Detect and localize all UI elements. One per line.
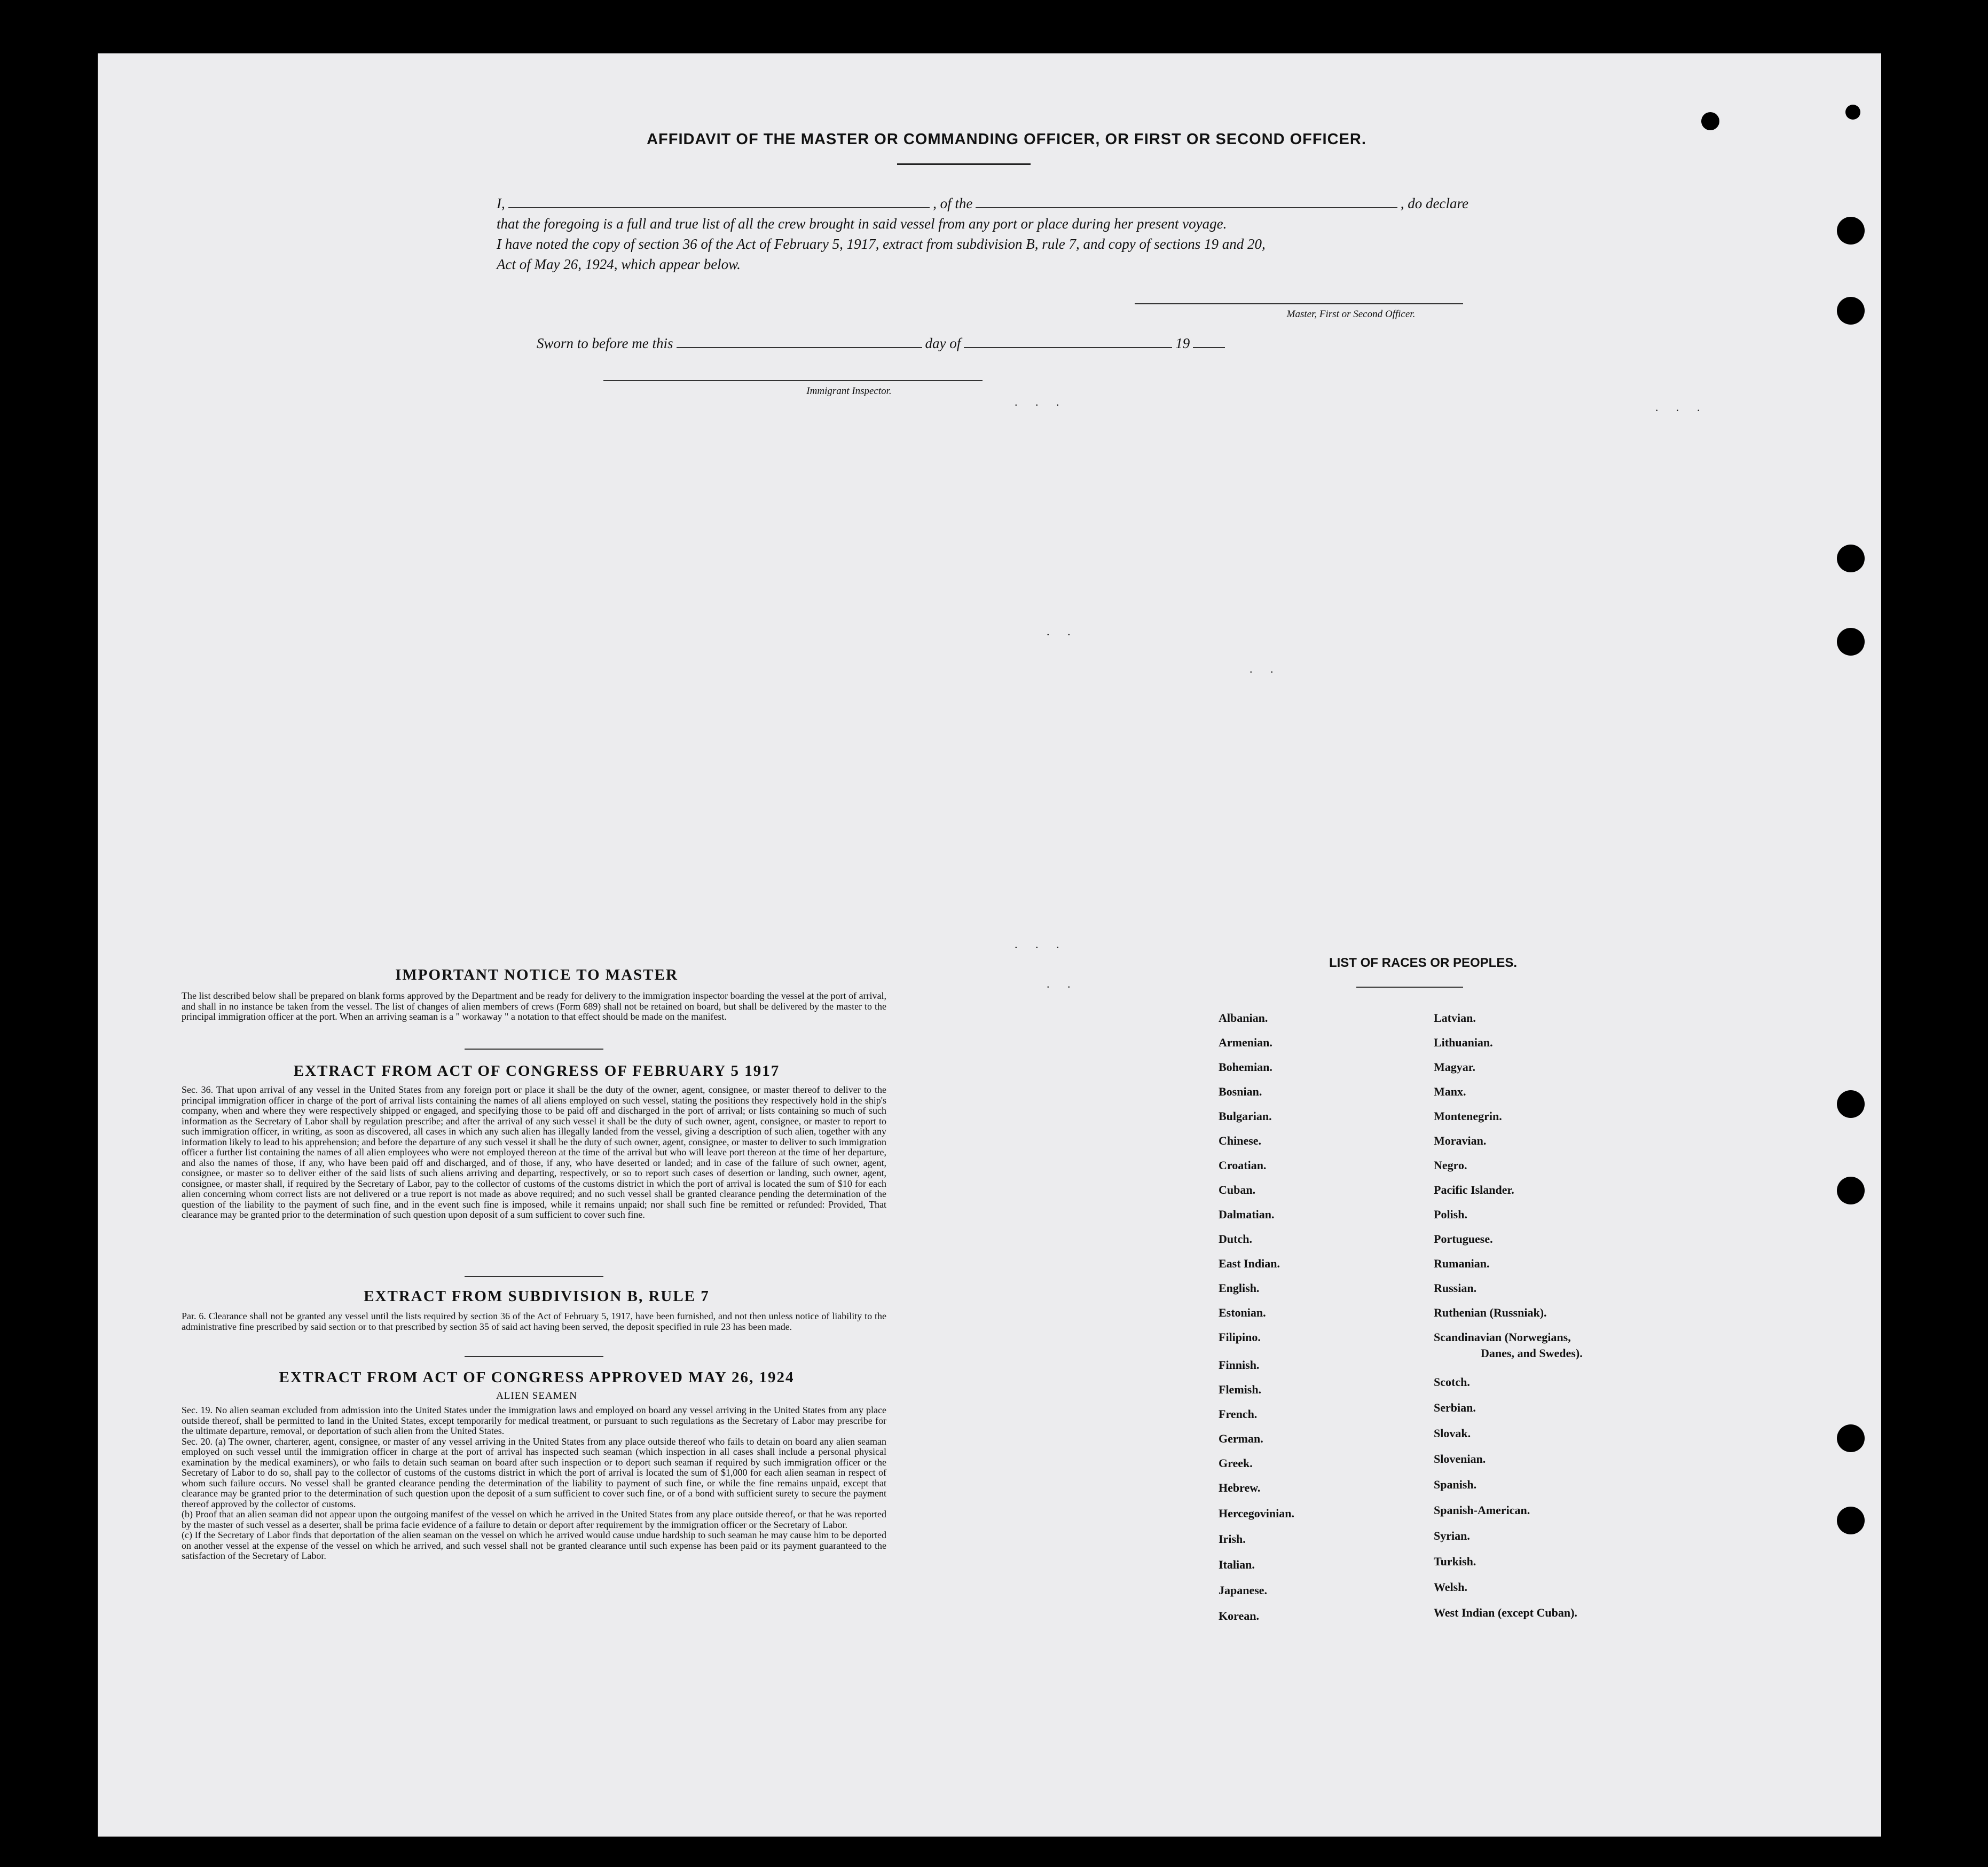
race-item: Italian. <box>1219 1558 1255 1571</box>
race-item: Portuguese. <box>1434 1232 1493 1246</box>
affidavit-title: AFFIDAVIT OF THE MASTER OR COMMANDING OFFICER, OR FIRST OR SECOND OFFICER. <box>647 131 1366 148</box>
race-item: Serbian. <box>1434 1401 1476 1414</box>
sec-19-paragraph: Sec. 19. No alien seaman excluded from admission into the United States under the immigration laws and employed on board any vessel arriving in the United States from any place outside thereof, shall be permitted to land in the United States, except temporarily for medical treatment, or pursuant to such regulations as the Secretary of Labor may prescribe for the ultimate departure, removal, or deportation of such alien from the United States. <box>182 1405 886 1436</box>
officer-signature-line[interactable] <box>1135 303 1463 304</box>
race-item: Spanish. <box>1434 1478 1477 1491</box>
affidavit-declaration <box>497 193 1468 274</box>
officer-signature-caption: Master, First or Second Officer. <box>1286 309 1416 320</box>
race-item: Irish. <box>1219 1532 1246 1546</box>
race-item: Slovenian. <box>1434 1452 1486 1466</box>
extract-rule7-title: EXTRACT FROM SUBDIVISION B, RULE 7 <box>364 1288 710 1305</box>
sec-20c-paragraph: (c) If the Secretary of Labor finds that deportation of the alien seaman on the vessel on which he arrived would cause undue hardship to such seaman he may cause him to be deported on another vessel at the expense of the vessel on which he arrived, and such vessel shall not be granted clearance until such expense has been paid or its payment guaranteed to the satisfaction of the Secretary of Labor. <box>182 1530 886 1561</box>
race-item: Croatian. <box>1219 1159 1267 1172</box>
punch-hole <box>1837 628 1865 656</box>
sec-20b-paragraph: (b) Proof that an alien seaman did not appear upon the outgoing manifest of the vessel on which he arrived in the United States from any place outside thereof, or that he was reported by the master of such vessel as a deserter, shall be prima facie evidence of a failure to detain or deport after requirement by the immigration officer or the Secretary of Labor. <box>182 1509 886 1530</box>
race-item: Bohemian. <box>1219 1060 1272 1074</box>
name-blank[interactable] <box>508 195 930 208</box>
notice-paragraph: The list described below shall be prepared on blank forms approved by the Department and be ready for delivery to the immigration inspector boarding the vessel at the port of arrival, and shall in no instance be taken from the vessel. The list of changes of alien members of crews (Form 689) shall not be retained on board, but shall be delivered by the master to the principal immigration officer at the port. When an arriving seaman is a " workaway " a notation to that effect should be made on the manifest. <box>182 990 886 1022</box>
sworn-day-blank[interactable] <box>677 335 922 348</box>
sworn-year: 19 <box>1175 335 1190 351</box>
scan-specks: . . <box>1047 625 1078 638</box>
notice-text <box>182 991 886 1022</box>
punch-hole <box>1837 1507 1865 1534</box>
punch-hole <box>1701 112 1719 130</box>
race-item: German. <box>1219 1432 1263 1445</box>
sec-20a-paragraph: Sec. 20. (a) The owner, charterer, agent, consignee, or master of any vessel arriving in the United States from any place outside thereof who fails to detain on board any alien seaman employed on such vessel until the immigration officer in charge at the port of arrival has inspected such seaman (which inspection in all cases shall include a personal physical examination by the medical examiners), or who fails to detain such seaman on board after such inspection or to deport such seaman if required by such immigration officer or the Secretary of Labor to do so, shall pay to the collector of customs of the customs district in which the port of arrival is located the sum of $1,000 for each alien seaman in respect of whom such failure occurs. No vessel shall be granted clearance pending the determination of the liability to payment of such fine, or while the fine remains unpaid, except that clearance may be granted prior to the determination of such question upon the deposit of a sum sufficient to cover such fine, or of a bond with sufficient surety to secure the payment thereof approved by the collector of customs. <box>182 1436 886 1509</box>
declaration-mid: , of the <box>933 195 973 211</box>
extract-1924-title: EXTRACT FROM ACT OF CONGRESS APPROVED MAY 26, 1924 <box>279 1369 795 1386</box>
race-item: Lithuanian. <box>1434 1036 1493 1049</box>
punch-hole <box>1837 297 1865 325</box>
race-item: Hercegovinian. <box>1219 1507 1294 1520</box>
declaration-end: , do declare <box>1400 195 1468 211</box>
inspector-signature-line[interactable] <box>603 380 983 381</box>
extract-rule7-text <box>182 1311 886 1332</box>
sworn-year-blank[interactable] <box>1193 335 1225 348</box>
declaration-line-4: Act of May 26, 1924, which appear below. <box>497 256 741 272</box>
race-item: Hebrew. <box>1219 1481 1261 1494</box>
section-divider <box>465 1049 603 1050</box>
inspector-caption: Immigrant Inspector. <box>806 385 892 397</box>
extract-1917-title: EXTRACT FROM ACT OF CONGRESS OF FEBRUARY 5 1917 <box>293 1062 780 1080</box>
race-item: Pacific Islander. <box>1434 1183 1514 1196</box>
race-item: Spanish-American. <box>1434 1503 1530 1517</box>
sworn-line <box>537 335 1284 352</box>
race-item: Albanian. <box>1219 1011 1268 1025</box>
race-item: Danes, and Swedes). <box>1481 1346 1583 1360</box>
race-item: Polish. <box>1434 1208 1467 1221</box>
race-item: Flemish. <box>1219 1383 1262 1396</box>
race-item: Armenian. <box>1219 1036 1272 1049</box>
race-item: English. <box>1219 1281 1260 1295</box>
race-item: Bosnian. <box>1219 1085 1262 1098</box>
declaration-start: I, <box>497 195 505 211</box>
race-item: Moravian. <box>1434 1134 1487 1147</box>
race-item: Welsh. <box>1434 1580 1467 1594</box>
race-item: Ruthenian (Russniak). <box>1434 1306 1547 1319</box>
race-item: Scotch. <box>1434 1375 1470 1389</box>
declaration-line-3: I have noted the copy of section 36 of the Act of February 5, 1917, extract from subdivision B, rule 7, and copy of sections 19 and 20, <box>497 236 1266 252</box>
race-item: French. <box>1219 1407 1258 1421</box>
race-item: Russian. <box>1434 1281 1477 1295</box>
race-item: Estonian. <box>1219 1306 1266 1319</box>
extract-1924-text <box>182 1405 886 1562</box>
race-item: Magyar. <box>1434 1060 1476 1074</box>
race-item: Chinese. <box>1219 1134 1262 1147</box>
race-item: Montenegrin. <box>1434 1109 1502 1123</box>
punch-hole <box>1837 1424 1865 1452</box>
punch-hole <box>1837 217 1865 245</box>
race-item: Finnish. <box>1219 1358 1260 1372</box>
race-item: Scandinavian (Norwegians, <box>1434 1330 1571 1344</box>
declaration-line-2: that the foregoing is a full and true list of all the crew brought in said vessel from any port or place during her present voyage. <box>497 216 1227 232</box>
sworn-month-blank[interactable] <box>964 335 1172 348</box>
scan-specks: . . <box>1250 662 1281 675</box>
notice-title: IMPORTANT NOTICE TO MASTER <box>395 966 678 983</box>
scan-specks: . . <box>1047 977 1078 990</box>
race-item: Filipino. <box>1219 1330 1261 1344</box>
race-item: Cuban. <box>1219 1183 1256 1196</box>
race-item: Greek. <box>1219 1456 1253 1470</box>
race-item: Syrian. <box>1434 1529 1470 1542</box>
title-underline <box>897 163 1031 165</box>
races-title: LIST OF RACES OR PEOPLES. <box>1329 956 1518 970</box>
race-item: Negro. <box>1434 1159 1467 1172</box>
document-page <box>98 53 1881 1837</box>
races-title-underline <box>1356 987 1463 988</box>
scan-specks: . . . <box>1015 938 1067 951</box>
race-item: East Indian. <box>1219 1257 1280 1270</box>
alien-seamen-subtitle: ALIEN SEAMEN <box>496 1390 577 1401</box>
section-divider <box>465 1356 603 1357</box>
section-divider <box>465 1276 603 1277</box>
race-item: Dutch. <box>1219 1232 1252 1246</box>
race-item: Rumanian. <box>1434 1257 1490 1270</box>
punch-hole <box>1837 545 1865 572</box>
punch-hole <box>1837 1177 1865 1204</box>
extract-1917-text <box>182 1085 886 1220</box>
scan-specks: . . . <box>1015 395 1067 408</box>
race-item: Japanese. <box>1219 1584 1268 1597</box>
punch-hole <box>1845 105 1860 120</box>
vessel-blank[interactable] <box>976 195 1397 208</box>
race-item: Korean. <box>1219 1609 1259 1622</box>
race-item: Latvian. <box>1434 1011 1476 1025</box>
race-item: Turkish. <box>1434 1555 1476 1568</box>
race-item: Manx. <box>1434 1085 1466 1098</box>
race-item: Bulgarian. <box>1219 1109 1272 1123</box>
par-6-paragraph: Par. 6. Clearance shall not be granted any vessel until the lists required by section 36 of the Act of February 5, 1917, have been furnished, and not then unless notice of liability to the administrative fine prescribed by said section or to that prescribed by section 35 of said act having been served, the deposit specified in rule 23 has been made. <box>182 1311 886 1332</box>
sec-36-paragraph: Sec. 36. That upon arrival of any vessel in the United States from any foreign port or place it shall be the duty of the owner, agent, consignee, or master thereof to deliver to the principal immigration officer in charge of the port of arrival lists containing the names of all aliens employed on such vessel, stating the positions they respectively hold in the ship's company, when and where they were respectively shipped or engaged, and specifying those to be paid off and discharged in the port of arrival; or lists containing so much of such information as the Secretary of Labor shall by regulation prescribe; and after the arrival of any such vessel it shall be the duty of such owner, agent, consignee, or master to report to such immigration officer, in writing, as soon as discovered, all cases in which any such alien has illegally landed from the vessel, giving a description of such alien, together with any information likely to lead to his apprehension; and before the departure of any such vessel it shall be the duty of such owner, agent, consignee, or master to deliver to such immigration officer a further list containing the names of all alien employees who were not employed thereon at the time of the arrival but who will leave port thereon at the time of her departure, and also the names of those, if any, who have been paid off and discharged, and of those, if any, who have deserted or landed; and in case of the failure of such owner, agent, consignee, or master so to deliver either of the said lists of such aliens arriving and departing, respectively, or so to report such cases of desertion or landing, such owner, agent, consignee, or master shall, if required by the Secretary of Labor, pay to the collector of customs of the customs district in which the port of arrival is located the sum of $10 for each alien concerning whom correct lists are not delivered or a true report is not made as above required; and no such vessel shall be granted clearance pending the determination of the question of the liability to the payment of such fine, and in the event such fine is imposed, while it remains unpaid; nor shall such fine be remitted or refunded: Provided, That clearance may be granted prior to the determination of such question upon deposit of a sum sufficient to cover such fine. <box>182 1084 886 1220</box>
race-item: Slovak. <box>1434 1427 1471 1440</box>
race-item: West Indian (except Cuban). <box>1434 1606 1577 1619</box>
sworn-mid: day of <box>925 335 961 351</box>
scan-specks: . . . <box>1655 400 1708 414</box>
race-item: Dalmatian. <box>1219 1208 1275 1221</box>
sworn-start: Sworn to before me this <box>537 335 673 351</box>
punch-hole <box>1837 1090 1865 1118</box>
